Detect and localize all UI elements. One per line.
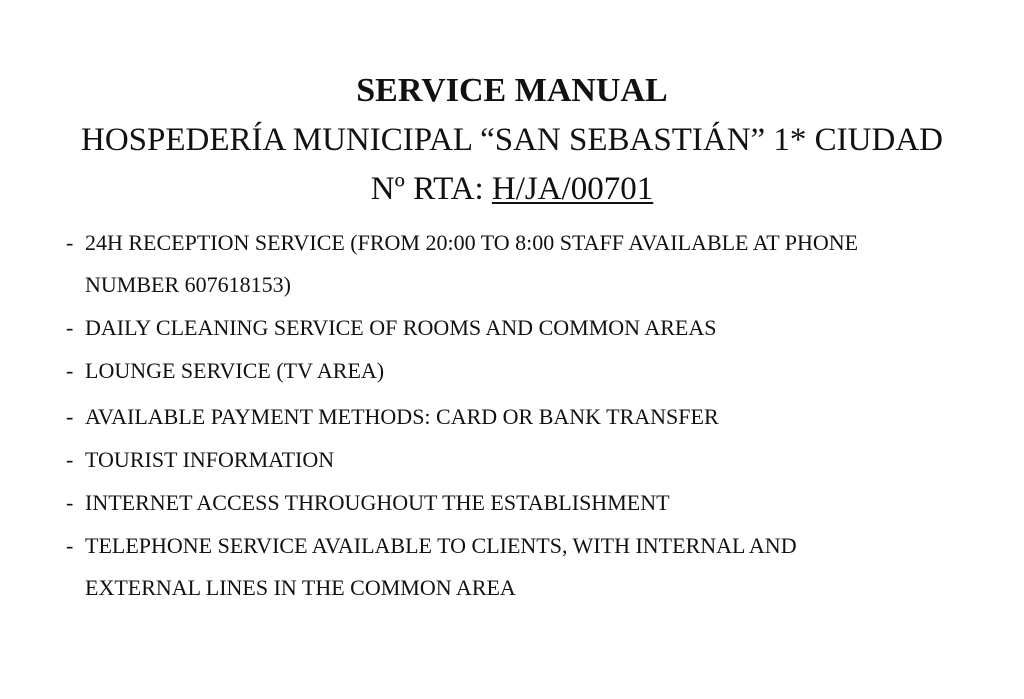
bullet-dash: - — [66, 404, 74, 429]
bullet-dash: - — [66, 490, 74, 515]
services-list — [66, 222, 986, 610]
service-text-line-1: AVAILABLE PAYMENT METHODS: CARD OR BANK TRANSFER — [85, 404, 719, 429]
service-text-line-1: LOUNGE SERVICE (TV AREA) — [85, 358, 385, 383]
service-item-internet — [66, 482, 986, 524]
service-item-lounge — [66, 350, 986, 392]
service-text-line-1: TELEPHONE SERVICE AVAILABLE TO CLIENTS, WITH INTERNAL AND — [85, 533, 797, 558]
service-item-cleaning — [66, 307, 986, 349]
establishment-name: HOSPEDERÍA MUNICIPAL “SAN SEBASTIÁN” 1* CIUDAD — [80, 122, 943, 158]
bullet-dash: - — [66, 315, 74, 340]
service-text-line-1: TOURIST INFORMATION — [85, 447, 335, 472]
document-title: SERVICE MANUAL — [356, 72, 668, 109]
service-item-telephone — [66, 525, 986, 609]
service-text-line-2: NUMBER 607618153) — [85, 272, 291, 297]
service-text-line-1: 24H RECEPTION SERVICE (FROM 20:00 TO 8:00 STAFF AVAILABLE AT PHONE — [85, 230, 859, 255]
registration-number — [0, 168, 1024, 210]
service-item-tourist-info — [66, 439, 986, 481]
bullet-dash: - — [66, 447, 74, 472]
bullet-dash: - — [66, 533, 74, 558]
registration-code: H/JA/00701 — [491, 171, 654, 207]
service-item-payment — [66, 396, 986, 438]
service-text-line-2: EXTERNAL LINES IN THE COMMON AREA — [85, 575, 516, 600]
bullet-dash: - — [66, 230, 74, 255]
service-item-reception — [66, 222, 986, 306]
service-text-line-1: DAILY CLEANING SERVICE OF ROOMS AND COMMON AREAS — [85, 315, 717, 340]
bullet-dash: - — [66, 358, 74, 383]
registration-label: Nº RTA: — [370, 171, 492, 207]
service-text-line-1: INTERNET ACCESS THROUGHOUT THE ESTABLISHMENT — [85, 490, 670, 515]
